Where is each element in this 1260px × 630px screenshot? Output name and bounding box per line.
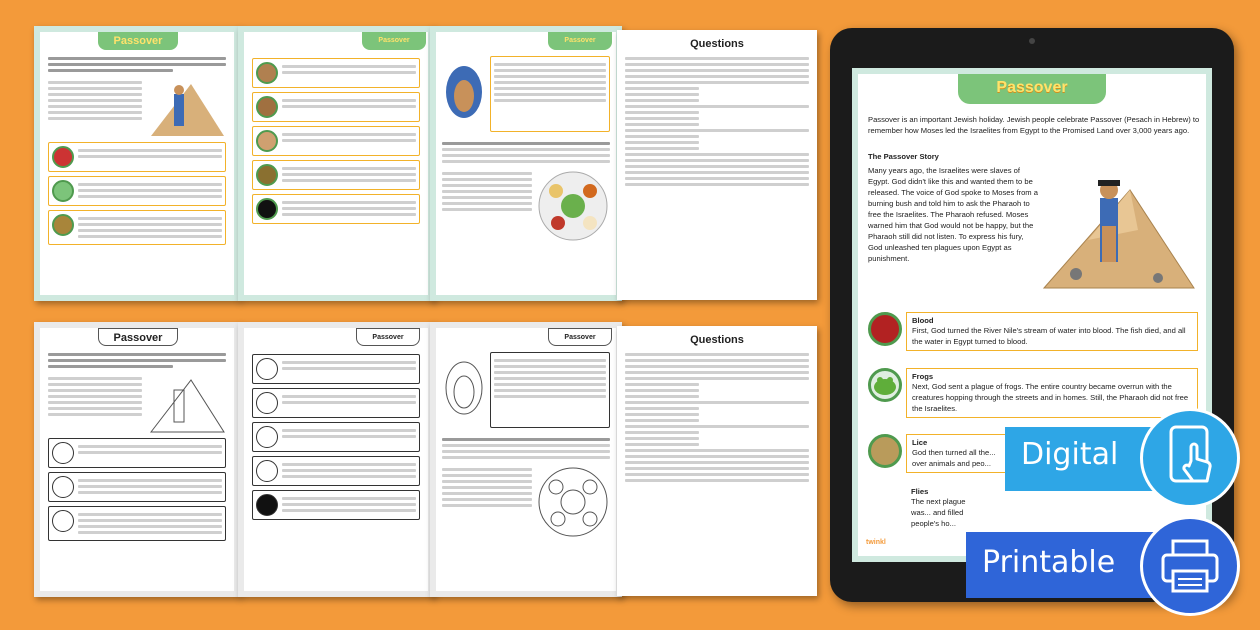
pyramid-illustration (146, 78, 226, 138)
bw-page-4 (617, 326, 817, 596)
seder-plate-illustration (536, 465, 610, 539)
page-title-tab: Passover (98, 328, 178, 346)
frog-icon (868, 368, 902, 402)
camera-icon (1029, 38, 1035, 44)
story-heading: The Passover Story (868, 152, 939, 161)
page-title: Passover (958, 72, 1106, 104)
lice-icon (868, 434, 902, 468)
twinkl-logo: twinkl (866, 539, 886, 546)
page-title-tab: Passover (548, 328, 612, 346)
color-page-4 (617, 30, 817, 300)
questions-heading: Questions (690, 334, 744, 346)
color-page-1 (34, 26, 240, 301)
tablet-device (830, 28, 1234, 602)
plague-name: Frogs (912, 372, 934, 381)
seder-plate-illustration (536, 169, 610, 243)
story-paragraph: Many years ago, the Israelites were slaves of Egypt. God didn't like this and wanted them to be released. The voice of God spoke to Moses from a burning bush and told him to ask the Pharaoh to free the Israelites. The Pharaoh refused. Moses warned him that God would not be happy, but the Pharaoh still did not listen. To express his fury, God unleashed ten plagues upon Egypt as punishment. (868, 166, 1038, 263)
plague-text: Next, God sent a plague of frogs. The entire country became overrun with the creatures hopping through the streets and in homes. Still, the Pharaoh did not free the Israelites. (912, 382, 1189, 413)
page-title-tab: Passover (356, 328, 420, 346)
page-title-tab: Passover (548, 32, 612, 50)
bw-page-1 (34, 322, 240, 597)
tablet-touch-icon (1140, 408, 1240, 508)
plague-name: Flies (911, 487, 929, 496)
page-title-tab: Passover (98, 32, 178, 50)
color-page-3 (430, 26, 622, 301)
plague-name: Blood (912, 316, 934, 325)
intro-paragraph: Passover is an important Jewish holiday. Jewish people celebrate Passover (Pesach in Hebrew) to remember how Moses led the Israelites from Egypt to the Promised Land over 3,000 years ago. (868, 115, 1200, 135)
printable-label: Printable (982, 545, 1116, 580)
plague-text: God then turned all the... over animals and peo... (912, 448, 996, 468)
plague-text: First, God turned the River Nile's stream of water into blood. The fish died, and all the water in Egypt turned to blood. (912, 326, 1186, 346)
printer-icon (1140, 516, 1240, 616)
pharaoh-illustration (442, 52, 486, 136)
pyramid-illustration (146, 374, 226, 434)
bw-page-2 (238, 322, 434, 597)
color-page-2 (238, 26, 434, 301)
pharaoh-illustration (442, 348, 486, 432)
page-title-tab: Passover (362, 32, 426, 50)
plague-blood (868, 312, 1200, 352)
plague-name: Lice (912, 438, 928, 447)
plague-text: The next plague was... and filled people's ho... (911, 497, 966, 528)
bw-page-3 (430, 322, 622, 597)
blood-icon (868, 312, 902, 346)
questions-heading: Questions (690, 38, 744, 50)
pyramid-illustration (1038, 170, 1198, 292)
digital-label: Digital (1021, 437, 1119, 472)
plague-frogs (868, 368, 1200, 416)
